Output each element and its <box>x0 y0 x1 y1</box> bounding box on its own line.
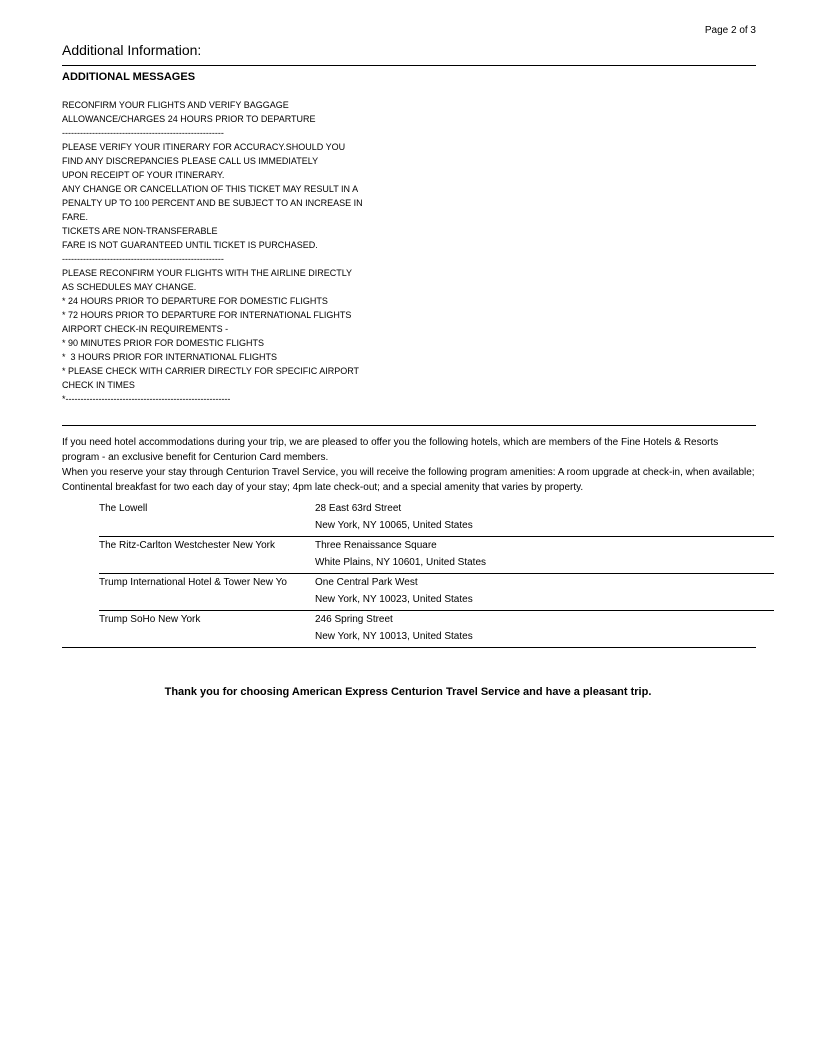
hotel-amenities-paragraph: When you reserve your stay through Centurion Travel Service, you will receive the following program amenities: A room upgrade at check-in, when available; Continental breakfast for two each day of your stay; 4pm late check-out; and a special amenity that varies by property. <box>62 467 755 493</box>
message-line: RECONFIRM YOUR FLIGHTS AND VERIFY BAGGAGE <box>62 100 289 110</box>
hotel-address-line1: Three Renaissance Square <box>315 540 437 551</box>
thank-you-message: Thank you for choosing American Express Centurion Travel Service and have a pleasant trip. <box>164 686 652 698</box>
title-divider <box>62 65 756 66</box>
message-line: FIND ANY DISCREPANCIES PLEASE CALL US IMMEDIATELY <box>62 156 319 166</box>
message-line: * 72 HOURS PRIOR TO DEPARTURE FOR INTERNATIONAL FLIGHTS <box>62 310 352 320</box>
message-line: TICKETS ARE NON-TRANSFERABLE <box>62 226 218 236</box>
message-line: UPON RECEIPT OF YOUR ITINERARY. <box>62 170 225 180</box>
hotel-address-line2: New York, NY 10023, United States <box>315 594 473 605</box>
hotel-row <box>62 537 756 574</box>
message-line: * 3 HOURS PRIOR FOR INTERNATIONAL FLIGHTS <box>62 352 278 362</box>
message-line: * PLEASE CHECK WITH CARRIER DIRECTLY FOR SPECIFIC AIRPORT <box>62 366 360 376</box>
hotel-address-line2: New York, NY 10065, United States <box>315 520 473 531</box>
message-line: ALLOWANCE/CHARGES 24 HOURS PRIOR TO DEPARTURE <box>62 114 316 124</box>
message-line: FARE IS NOT GUARANTEED UNTIL TICKET IS PURCHASED. <box>62 240 318 250</box>
hotel-row <box>62 500 756 537</box>
message-line: AIRPORT CHECK-IN REQUIREMENTS - <box>62 324 229 334</box>
message-line: ANY CHANGE OR CANCELLATION OF THIS TICKET MAY RESULT IN A <box>62 184 359 194</box>
hotel-intro <box>62 435 756 495</box>
hotel-address-line1: 28 East 63rd Street <box>315 503 402 514</box>
message-line: PLEASE VERIFY YOUR ITINERARY FOR ACCURACY.SHOULD YOU <box>62 142 346 152</box>
message-line: ------------------------------------------------------ <box>62 254 224 264</box>
hotel-address-line2: New York, NY 10013, United States <box>315 631 473 642</box>
hotel-address-line2: White Plains, NY 10601, United States <box>315 557 487 568</box>
message-line: ------------------------------------------------------ <box>62 128 224 138</box>
hotel-address-line1: 246 Spring Street <box>315 614 393 625</box>
message-line: * 24 HOURS PRIOR TO DEPARTURE FOR DOMESTIC FLIGHTS <box>62 296 328 306</box>
hotel-name: The Ritz-Carlton Westchester New York <box>99 540 275 551</box>
table-bottom-rule <box>62 647 756 648</box>
hotel-intro-paragraph: If you need hotel accommodations during your trip, we are pleased to offer you the following hotels, which are members of the Fine Hotels & Resorts program - an exclusive benefit for Centurion Card members. <box>62 437 719 463</box>
hotel-address-line1: One Central Park West <box>315 577 418 588</box>
hotel-name: The Lowell <box>99 503 148 514</box>
hotel-name: Trump International Hotel & Tower New Yo <box>99 577 287 588</box>
hotel-table <box>62 500 756 648</box>
section-title: Additional Information: <box>62 42 202 58</box>
message-line: *------------------------------------------------------- <box>62 394 231 404</box>
page-number: Page 2 of 3 <box>704 25 756 36</box>
message-line: AS SCHEDULES MAY CHANGE. <box>62 282 197 292</box>
hotel-row <box>62 611 756 648</box>
message-line: FARE. <box>62 212 89 222</box>
message-line: PENALTY UP TO 100 PERCENT AND BE SUBJECT TO AN INCREASE IN <box>62 198 363 208</box>
message-line: CHECK IN TIMES <box>62 380 135 390</box>
hotel-row <box>62 574 756 611</box>
hotel-name: Trump SoHo New York <box>99 614 201 625</box>
section-divider <box>62 425 756 426</box>
messages-block <box>62 98 422 406</box>
message-line: * 90 MINUTES PRIOR FOR DOMESTIC FLIGHTS <box>62 338 265 348</box>
message-line: PLEASE RECONFIRM YOUR FLIGHTS WITH THE AIRLINE DIRECTLY <box>62 268 353 278</box>
messages-heading: ADDITIONAL MESSAGES <box>62 71 196 83</box>
